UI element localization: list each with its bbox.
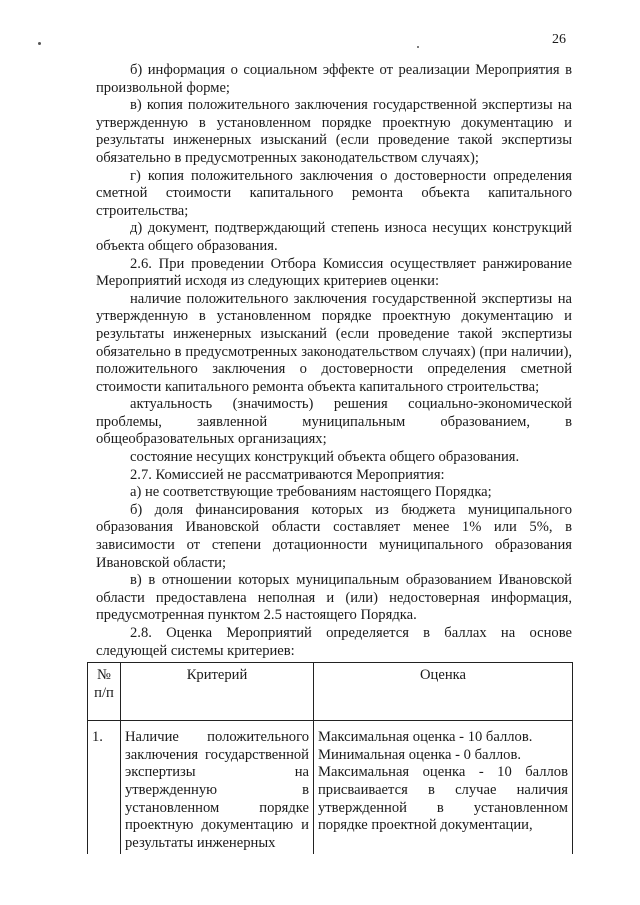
row-number: 1. — [88, 721, 121, 855]
row-score — [314, 721, 573, 855]
score-min: Минимальная оценка - 0 баллов. — [318, 746, 522, 763]
header-number: № п/п — [88, 663, 121, 721]
paragraph-b-info: б) информация о социальном эффекте от реализации Мероприятия в произвольной форме; — [96, 62, 572, 96]
criteria-table — [87, 662, 573, 854]
paragraph-2-6: 2.6. При проведении Отбора Комиссия осуществляет ранжирование Мероприятий исходя из следующих критериев оценки: — [96, 255, 572, 290]
header-criterion: Критерий — [121, 663, 314, 721]
paragraph-v-expertise-copy: в) копия положительного заключения государственной экспертизы на утвержденную в установленном порядке проектную документацию и результаты инженерных изысканий (если проведение такой экспертизы обязательно в предусмотренных законодательством случаях); — [96, 97, 572, 166]
header-score: Оценка — [314, 663, 573, 721]
table-header-row — [88, 663, 573, 721]
page-number: 26 — [552, 32, 566, 47]
scan-speck — [417, 46, 419, 48]
paragraph-d-wear-document: д) документ, подтверждающий степень износа несущих конструкций объекта общего образования. — [96, 220, 572, 254]
criterion-structures: состояние несущих конструкций объекта общего образования. — [130, 449, 520, 466]
paragraph-2-7-b: б) доля финансирования которых из бюджета муниципального образования Ивановской области составляет менее 1% или 5%, в зависимости от степени дотационности муниципального образования Ивановской области; — [96, 501, 572, 571]
paragraph-2-7: 2.7. Комиссией не рассматриваются Мероприятия: — [130, 466, 445, 483]
document-body — [96, 62, 572, 660]
criterion-relevance: актуальность (значимость) решения социально-экономической проблемы, заявленной муниципальным образованием, в общеобразовательных организациях; — [96, 396, 572, 448]
scan-speck — [38, 42, 41, 45]
paragraph-g-estimate-copy: г) копия положительного заключения о достоверности определения сметной стоимости капитального ремонта объекта капитального строительства; — [96, 167, 572, 219]
criterion-expertise: наличие положительного заключения государственной экспертизы на утвержденную в установленном порядке проектную документацию и результаты инженерных изысканий (если проведение такой экспертизы обязательно в предусмотренных законодательством случаях) (при наличии), положительного заключения о достоверности определения сметной стоимости капитального ремонта объекта капитального строительства; — [96, 290, 572, 395]
table-row — [88, 721, 573, 855]
paragraph-2-8: 2.8. Оценка Мероприятий определяется в баллах на основе следующей системы критериев: — [96, 625, 572, 659]
paragraph-2-7-v: в) в отношении которых муниципальным образованием Ивановской области предоставлена неполная и (или) недостоверная информация, предусмотренная пунктом 2.5 настоящего Порядка. — [96, 572, 572, 624]
score-max: Максимальная оценка - 10 баллов. — [318, 729, 533, 746]
score-detail: Максимальная оценка - 10 баллов присваивается в случае наличия утвержденной в установленном порядке проектной документации, — [318, 764, 568, 834]
row-criterion: Наличие положительного заключения государственной экспертизы на утвержденную в установленном порядке проектную документацию и результаты инженерных — [121, 721, 314, 855]
paragraph-2-7-a: а) не соответствующие требованиям настоящего Порядка; — [130, 484, 492, 501]
